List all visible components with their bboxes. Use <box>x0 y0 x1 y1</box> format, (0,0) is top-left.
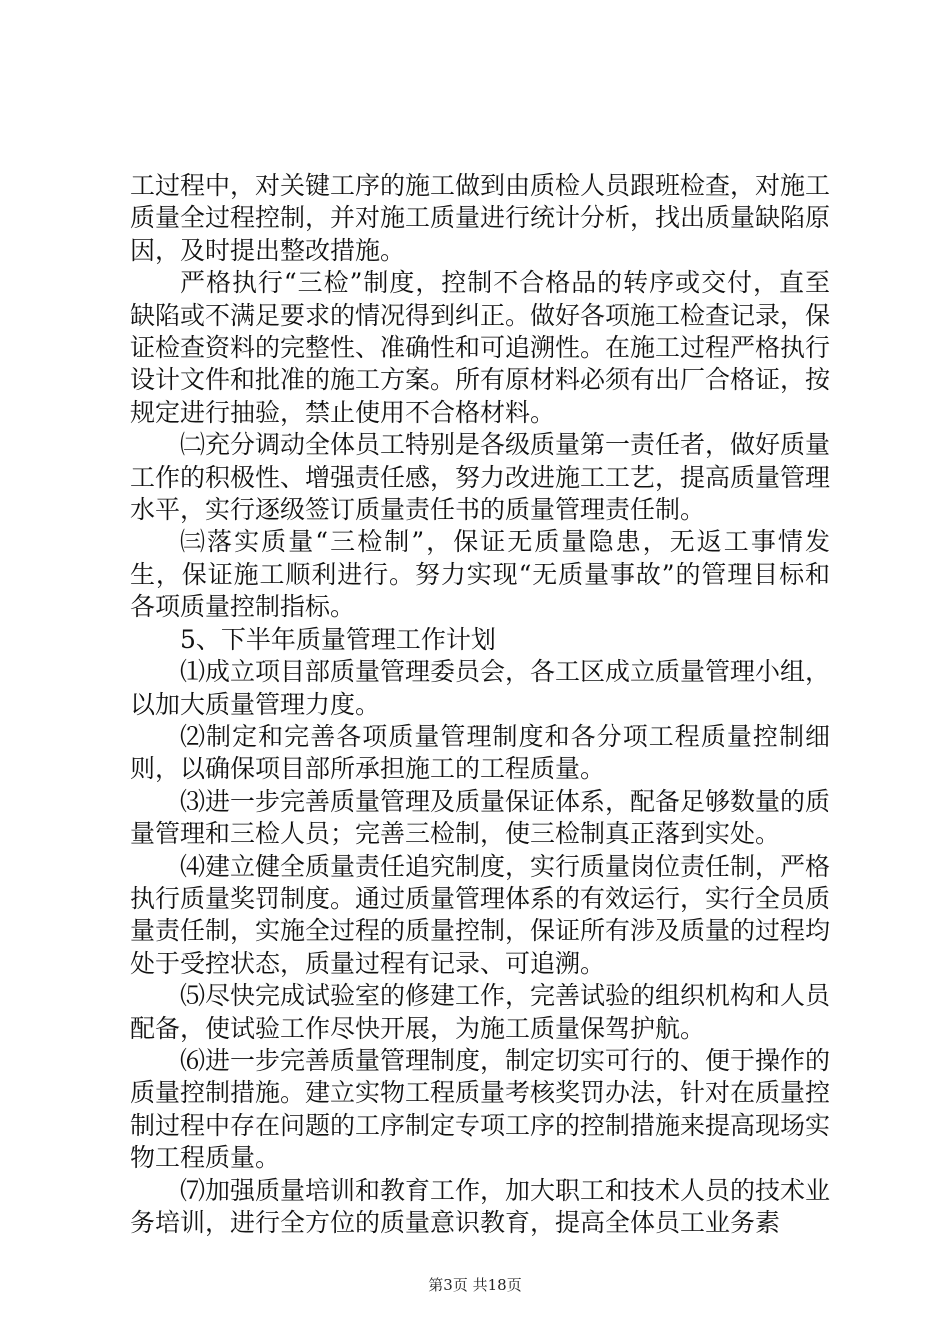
list-item-2: ⑵制定和完善各项质量管理制度和各分项工程质量控制细则，以确保项目部所承担施工的工程质量。 <box>130 721 830 784</box>
page-number-label: 第3页 共18页 <box>428 1276 522 1294</box>
list-item-6: ⑹进一步完善质量管理制度，制定切实可行的、便于操作的质量控制措施。建立实物工程质量考核奖罚办法，针对在质量控制过程中存在问题的工序制定专项工序的控制措施来提高现场实物工程质量。 <box>130 1045 831 1173</box>
list-item-4: ⑷建立健全质量责任追究制度，实行质量岗位责任制，严格执行质量奖罚制度。通过质量管理体系的有效运行，实行全员质量责任制，实施全过程的质量控制，保证所有涉及质量的过程均处于受控状态，质量过程有记录、可追溯。 <box>130 851 831 978</box>
list-item-7: ⑺加强质量培训和教育工作，加大职工和技术人员的技术业务培训，进行全方位的质量意识教育，提高全体员工业务素 <box>130 1175 831 1237</box>
list-item-5: ⑸尽快完成试验室的修建工作，完善试验的组织机构和人员配备，使试验工作尽快开展，为施工质量保驾护航。 <box>130 981 831 1043</box>
list-item-1: ⑴成立项目部质量管理委员会，各工区成立质量管理小组，以加大质量管理力度。 <box>130 657 831 719</box>
paragraph-1: 严格执行“三检”制度，控制不合格品的转序或交付，直至缺陷或不满足要求的情况得到纠正。做好各项施工检查记录，保证检查资料的完整性、准确性和可追溯性。在施工过程严格执行设计文件和批准的施工方案。所有原材料必须有出厂合格证，按规定进行抽验，禁止使用不合格材料。 <box>130 268 831 427</box>
paragraph-2: ㈡充分调动全体员工特别是各级质量第一责任者，做好质量工作的积极性、增强责任感，努力改进施工工艺，提高质量管理水平，实行逐级签订质量责任书的质量管理责任制。 <box>130 430 831 525</box>
section-heading: 5、下半年质量管理工作计划 <box>180 624 496 654</box>
list-item-3: ⑶进一步完善质量管理及质量保证体系，配备足够数量的质量管理和三检人员；完善三检制，使三检制真正落到实处。 <box>130 786 831 849</box>
paragraph-3: ㈢落实质量“三检制”，保证无质量隐患，无返工事情发生，保证施工顺利进行。努力实现“无质量事故”的管理目标和各项质量控制指标。 <box>130 527 830 622</box>
page-footer <box>0 1274 950 1295</box>
paragraph-0: 工过程中，对关键工序的施工做到由质检人员跟班检查，对施工质量全过程控制，并对施工质量进行统计分析，找出质量缺陷原因，及时提出整改措施。 <box>130 171 831 265</box>
body-text <box>130 170 830 1239</box>
